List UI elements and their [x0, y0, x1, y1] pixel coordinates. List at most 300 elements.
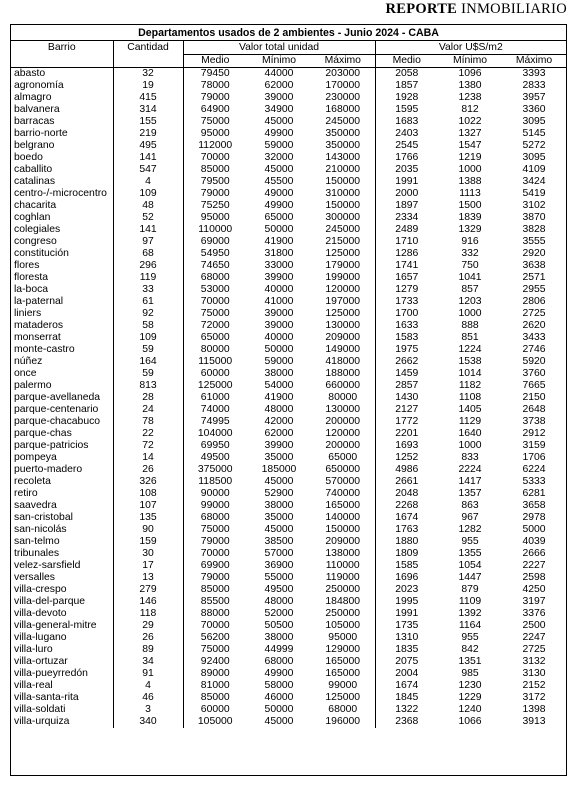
table-row: [11, 356, 566, 368]
cell-barrio: barrio-norte: [14, 128, 68, 139]
cell-total-medio: 80000: [183, 344, 247, 356]
cell-m2-medio: 1674: [375, 680, 438, 692]
table-row: [11, 296, 566, 308]
cell-cantidad: 164: [113, 356, 183, 368]
cell-total-medio: 69900: [183, 560, 247, 572]
cell-m2-maximo: 2571: [522, 272, 546, 283]
cell-total-minimo: 44000: [264, 68, 294, 79]
cell-barrio: boedo: [14, 152, 43, 163]
cell-m2-minimo: 1182: [458, 380, 482, 391]
cell-m2-maximo: 2247: [522, 632, 546, 643]
cell-cantidad: 17: [113, 560, 183, 572]
col-header-cantidad: Cantidad: [113, 41, 183, 55]
cell-total-maximo: 245000: [325, 224, 361, 235]
cell-total-maximo: 200000: [325, 440, 361, 451]
col-header-total-medio: Medio: [183, 55, 247, 68]
cell-cantidad: 107: [113, 500, 183, 512]
cell-total-maximo: 99000: [328, 680, 358, 691]
table-row: [11, 200, 566, 212]
cell-total-minimo: 55000: [264, 572, 294, 583]
cell-cantidad: 109: [113, 188, 183, 200]
cell-cantidad: 3: [113, 704, 183, 716]
cell-barrio: barracas: [14, 116, 55, 127]
cell-m2-maximo: 3870: [522, 212, 546, 223]
cell-barrio: catalinas: [14, 176, 56, 187]
cell-cantidad: 24: [113, 404, 183, 416]
cell-total-medio: 70000: [183, 620, 247, 632]
cell-total-medio: 69000: [183, 236, 247, 248]
cell-total-minimo: 54000: [264, 380, 294, 391]
cell-total-maximo: 199000: [325, 272, 361, 283]
cell-cantidad: 72: [113, 440, 183, 452]
cell-m2-medio: 1633: [375, 320, 438, 332]
cell-cantidad: 28: [113, 392, 183, 404]
cell-total-maximo: 125000: [325, 248, 361, 259]
cell-total-medio: 74000: [183, 404, 247, 416]
cell-m2-minimo: 857: [461, 284, 479, 295]
cell-barrio: san-telmo: [14, 536, 60, 547]
cell-m2-medio: 1991: [375, 176, 438, 188]
cell-cantidad: 29: [113, 620, 183, 632]
cell-m2-medio: 1674: [375, 512, 438, 524]
table-row: [11, 80, 566, 92]
cell-cantidad: 68: [113, 248, 183, 260]
cell-total-maximo: 140000: [325, 512, 361, 523]
cell-total-medio: 125000: [183, 380, 247, 392]
cell-total-minimo: 48000: [264, 404, 294, 415]
cell-barrio: recoleta: [14, 476, 51, 487]
cell-cantidad: 4: [113, 680, 183, 692]
cell-m2-minimo: 1096: [458, 68, 482, 79]
cell-m2-medio: 1657: [375, 272, 438, 284]
cell-total-maximo: 570000: [325, 476, 361, 487]
table-row: [11, 164, 566, 176]
cell-total-maximo: 168000: [325, 104, 361, 115]
cell-m2-medio: 1583: [375, 332, 438, 344]
cell-total-medio: 79000: [183, 536, 247, 548]
cell-m2-medio: 1809: [375, 548, 438, 560]
table-row: [11, 644, 566, 656]
table-row: [11, 224, 566, 236]
cell-m2-minimo: 1066: [458, 716, 482, 727]
cell-cantidad: 495: [113, 140, 183, 152]
cell-cantidad: 119: [113, 272, 183, 284]
cell-m2-minimo: 842: [461, 644, 479, 655]
cell-m2-medio: 2661: [375, 476, 438, 488]
group-header-total: Valor total unidad: [183, 41, 375, 55]
cell-total-maximo: 119000: [325, 572, 360, 583]
cell-total-maximo: 209000: [325, 536, 361, 547]
cell-m2-medio: 1880: [375, 536, 438, 548]
cell-total-minimo: 38000: [264, 632, 294, 643]
cell-cantidad: 141: [113, 152, 183, 164]
cell-barrio: villa-lugano: [14, 632, 67, 643]
table-row: [11, 668, 566, 680]
cell-total-minimo: 50000: [264, 344, 294, 355]
cell-total-minimo: 33000: [264, 260, 294, 271]
cell-barrio: puerto-madero: [14, 464, 83, 475]
cell-cantidad: 97: [113, 236, 183, 248]
cell-m2-minimo: 1238: [458, 92, 482, 103]
cell-barrio: versalles: [14, 572, 55, 583]
cell-barrio: parque-chacabuco: [14, 416, 101, 427]
cell-barrio: palermo: [14, 380, 52, 391]
cell-total-medio: 72000: [183, 320, 247, 332]
cell-m2-minimo: 1447: [458, 572, 482, 583]
cell-m2-medio: 2201: [375, 428, 438, 440]
cell-cantidad: 22: [113, 428, 183, 440]
cell-barrio: san-nicolás: [14, 524, 67, 535]
cell-m2-medio: 1683: [375, 116, 438, 128]
cell-total-medio: 79000: [183, 188, 247, 200]
cell-cantidad: 61: [113, 296, 183, 308]
table-body: [11, 68, 566, 729]
cell-total-medio: 112000: [183, 140, 247, 152]
cell-m2-maximo: 3828: [522, 224, 546, 235]
cell-cantidad: 4: [113, 176, 183, 188]
cell-m2-minimo: 1405: [458, 404, 482, 415]
col-header-total-maximo: Máximo: [311, 55, 375, 68]
cell-m2-maximo: 3132: [522, 656, 546, 667]
cell-cantidad: 58: [113, 320, 183, 332]
table-row: [11, 308, 566, 320]
cell-m2-medio: 1279: [375, 284, 438, 296]
cell-cantidad: 26: [113, 464, 183, 476]
table-row: [11, 548, 566, 560]
cell-total-medio: 60000: [183, 704, 247, 716]
cell-m2-maximo: 2806: [522, 296, 546, 307]
cell-total-medio: 75000: [183, 644, 247, 656]
cell-m2-medio: 2004: [375, 668, 438, 680]
cell-total-maximo: 230000: [325, 92, 361, 103]
cell-total-minimo: 35000: [264, 452, 294, 463]
cell-m2-medio: 1975: [375, 344, 438, 356]
cell-m2-medio: 2075: [375, 656, 438, 668]
cell-total-minimo: 59000: [264, 356, 294, 367]
cell-total-minimo: 31800: [264, 248, 294, 259]
cell-total-medio: 110000: [183, 224, 247, 236]
cell-total-minimo: 34900: [264, 104, 294, 115]
cell-m2-medio: 1857: [375, 80, 438, 92]
cell-m2-minimo: 916: [461, 236, 479, 247]
cell-m2-medio: 1733: [375, 296, 438, 308]
cell-total-minimo: 49900: [264, 668, 294, 679]
cell-total-maximo: 80000: [328, 392, 358, 403]
cell-m2-minimo: 1640: [458, 428, 482, 439]
cell-m2-minimo: 985: [461, 668, 479, 679]
cell-cantidad: 34: [113, 656, 183, 668]
cell-cantidad: 26: [113, 632, 183, 644]
table-row: [11, 176, 566, 188]
table-row: [11, 236, 566, 248]
cell-m2-medio: 1735: [375, 620, 438, 632]
cell-cantidad: 30: [113, 548, 183, 560]
cell-m2-maximo: 3376: [522, 608, 546, 619]
cell-m2-minimo: 1203: [458, 296, 482, 307]
cell-total-maximo: 138000: [325, 548, 361, 559]
col-header-barrio: Barrio: [47, 41, 76, 53]
cell-m2-minimo: 1113: [459, 188, 481, 199]
cell-m2-medio: 1696: [375, 572, 438, 584]
cell-cantidad: 33: [113, 284, 183, 296]
col-header-m2-maximo: Máximo: [502, 55, 566, 68]
cell-m2-maximo: 1398: [522, 704, 546, 715]
cell-cantidad: 141: [113, 224, 183, 236]
cell-m2-maximo: 3638: [522, 260, 546, 271]
cell-m2-minimo: 1041: [458, 272, 482, 283]
cell-cantidad: 314: [113, 104, 183, 116]
cell-total-minimo: 41900: [264, 392, 294, 403]
cell-total-medio: 99000: [183, 500, 247, 512]
table-row: [11, 392, 566, 404]
cell-m2-medio: 2545: [375, 140, 438, 152]
cell-m2-medio: 2368: [375, 716, 438, 728]
cell-m2-medio: 2048: [375, 488, 438, 500]
cell-total-minimo: 48000: [264, 596, 294, 607]
cell-m2-maximo: 3957: [522, 92, 546, 103]
cell-barrio: agronomía: [14, 80, 64, 91]
cell-m2-minimo: 851: [461, 332, 479, 343]
table-row: [11, 440, 566, 452]
cell-m2-maximo: 5000: [522, 524, 546, 535]
cell-total-maximo: 200000: [325, 416, 361, 427]
cell-m2-medio: 1991: [375, 608, 438, 620]
table-title: Departamentos usados de 2 ambientes - Junio 2024 - CABA: [11, 25, 566, 41]
cell-m2-medio: 1459: [375, 368, 438, 380]
table-row: [11, 560, 566, 572]
table-row: [11, 284, 566, 296]
cell-m2-medio: 2403: [375, 128, 438, 140]
cell-cantidad: 109: [113, 332, 183, 344]
cell-barrio: parque-chas: [14, 428, 72, 439]
cell-barrio: centro-/-microcentro: [14, 188, 107, 199]
cell-total-medio: 79000: [183, 572, 247, 584]
cell-total-medio: 49500: [183, 452, 247, 464]
cell-cantidad: 547: [113, 164, 183, 176]
cell-barrio: retiro: [14, 488, 38, 499]
cell-m2-minimo: 1014: [458, 368, 482, 379]
table-row: [11, 632, 566, 644]
brand-name-bold: REPORTE: [385, 1, 458, 17]
cell-total-maximo: 203000: [325, 68, 361, 79]
cell-total-minimo: 57000: [264, 548, 294, 559]
cell-total-minimo: 39900: [264, 272, 294, 283]
cell-total-minimo: 35000: [264, 512, 294, 523]
table-row: [11, 488, 566, 500]
cell-m2-maximo: 1706: [522, 452, 546, 463]
cell-barrio: once: [14, 368, 37, 379]
cell-m2-minimo: 1109: [458, 596, 482, 607]
cell-total-minimo: 42000: [264, 416, 294, 427]
cell-m2-maximo: 5333: [522, 476, 546, 487]
cell-m2-medio: 2268: [375, 500, 438, 512]
cell-cantidad: 326: [113, 476, 183, 488]
table-row: [11, 152, 566, 164]
cell-m2-maximo: 3658: [522, 500, 546, 511]
cell-cantidad: 32: [113, 68, 183, 81]
group-header-m2: Valor U$S/m2: [375, 41, 566, 55]
cell-m2-minimo: 1230: [458, 680, 482, 691]
cell-barrio: pompeya: [14, 452, 57, 463]
cell-m2-medio: 1766: [375, 152, 438, 164]
brand-name-light: INMOBILIARIO: [461, 1, 567, 17]
table-row: [11, 416, 566, 428]
cell-total-maximo: 660000: [325, 380, 361, 391]
table-row: [11, 608, 566, 620]
cell-barrio: coghlan: [14, 212, 51, 223]
table-row: [11, 212, 566, 224]
cell-total-minimo: 41000: [264, 296, 294, 307]
table-row: [11, 536, 566, 548]
table-row: [11, 476, 566, 488]
cell-total-medio: 85000: [183, 584, 247, 596]
cell-total-minimo: 59000: [264, 140, 294, 151]
table-row: [11, 428, 566, 440]
cell-m2-maximo: 7665: [522, 380, 546, 391]
cell-m2-medio: 1310: [375, 632, 438, 644]
cell-m2-minimo: 1839: [458, 212, 482, 223]
cell-total-maximo: 120000: [325, 428, 361, 439]
cell-m2-maximo: 5272: [522, 140, 546, 151]
cell-barrio: velez-sarsfield: [14, 560, 81, 571]
cell-m2-minimo: 1164: [458, 620, 482, 631]
cell-total-minimo: 39900: [264, 440, 294, 451]
cell-cantidad: 146: [113, 596, 183, 608]
cell-barrio: constitución: [14, 248, 69, 259]
cell-total-maximo: 130000: [325, 320, 361, 331]
cell-total-medio: 53000: [183, 284, 247, 296]
cell-total-medio: 85000: [183, 692, 247, 704]
cell-m2-medio: 1595: [375, 104, 438, 116]
cell-m2-medio: 1286: [375, 248, 438, 260]
cell-total-maximo: 250000: [325, 608, 361, 619]
table-row: [11, 464, 566, 476]
table-row: [11, 512, 566, 524]
cell-total-medio: 64900: [183, 104, 247, 116]
cell-m2-maximo: 2833: [522, 80, 546, 91]
cell-m2-maximo: 2920: [522, 248, 546, 259]
cell-total-minimo: 49900: [264, 128, 294, 139]
cell-total-minimo: 45000: [264, 116, 294, 127]
cell-total-maximo: 165000: [325, 668, 361, 679]
cell-m2-minimo: 1054: [458, 560, 482, 571]
cell-m2-maximo: 3095: [522, 152, 546, 163]
cell-total-maximo: 125000: [325, 692, 361, 703]
table-row: [11, 104, 566, 116]
cell-total-maximo: 215000: [325, 236, 361, 247]
cell-total-minimo: 32000: [264, 152, 294, 163]
col-header-m2-minimo: Mínimo: [438, 55, 502, 68]
cell-total-minimo: 52900: [264, 488, 294, 499]
cell-m2-maximo: 2725: [522, 308, 546, 319]
cell-total-medio: 61000: [183, 392, 247, 404]
cell-barrio: parque-avellaneda: [14, 392, 101, 403]
cell-total-medio: 85500: [183, 596, 247, 608]
table-row: [11, 704, 566, 716]
cell-m2-minimo: 1500: [458, 200, 482, 211]
cell-total-maximo: 150000: [325, 176, 361, 187]
cell-m2-maximo: 2648: [522, 404, 546, 415]
cell-total-minimo: 62000: [264, 428, 294, 439]
table-row: [11, 320, 566, 332]
cell-barrio: villa-devoto: [14, 608, 67, 619]
cell-cantidad: 155: [113, 116, 183, 128]
cell-m2-minimo: 1417: [458, 476, 482, 487]
cell-barrio: parque-centenario: [14, 404, 99, 415]
cell-cantidad: 48: [113, 200, 183, 212]
cell-m2-maximo: 2500: [522, 620, 546, 631]
cell-barrio: chacarita: [14, 200, 57, 211]
cell-total-minimo: 185000: [261, 464, 297, 475]
col-header-barrio-spacer: [11, 55, 113, 68]
cell-m2-medio: 2489: [375, 224, 438, 236]
cell-total-medio: 75000: [183, 308, 247, 320]
cell-m2-medio: 1430: [375, 392, 438, 404]
cell-barrio: villa-real: [14, 680, 53, 691]
cell-cantidad: 13: [113, 572, 183, 584]
cell-m2-maximo: 2152: [522, 680, 546, 691]
cell-barrio: liniers: [14, 308, 42, 319]
cell-m2-maximo: 5419: [522, 188, 546, 199]
cell-total-medio: 79450: [183, 68, 247, 81]
cell-m2-maximo: 2620: [522, 320, 546, 331]
cell-m2-minimo: 812: [461, 104, 479, 115]
cell-m2-maximo: 2150: [522, 392, 546, 403]
cell-m2-medio: 1995: [375, 596, 438, 608]
brand-logo: [385, 1, 567, 18]
cell-total-medio: 75000: [183, 524, 247, 536]
table-row: [11, 140, 566, 152]
cell-total-medio: 375000: [183, 464, 247, 476]
cell-total-medio: 60000: [183, 368, 247, 380]
cell-total-medio: 69950: [183, 440, 247, 452]
cell-total-minimo: 41900: [264, 236, 294, 247]
cell-barrio: floresta: [14, 272, 49, 283]
cell-total-medio: 95000: [183, 128, 247, 140]
cell-barrio: villa-general-mitre: [14, 620, 97, 631]
table-row: [11, 260, 566, 272]
cell-total-maximo: 197000: [325, 296, 361, 307]
cell-cantidad: 340: [113, 716, 183, 728]
cell-m2-medio: 2000: [375, 188, 438, 200]
cell-total-maximo: 95000: [328, 632, 358, 643]
cell-total-medio: 68000: [183, 272, 247, 284]
cell-total-maximo: 300000: [325, 212, 361, 223]
table-row: [11, 656, 566, 668]
cell-m2-maximo: 3095: [522, 116, 546, 127]
cell-m2-maximo: 3555: [522, 236, 546, 247]
col-header-cantidad-spacer: [113, 55, 183, 68]
cell-total-minimo: 39000: [264, 320, 294, 331]
cell-m2-medio: 2334: [375, 212, 438, 224]
cell-barrio: almagro: [14, 92, 52, 103]
cell-m2-minimo: 1357: [458, 488, 482, 499]
cell-total-minimo: 38000: [264, 500, 294, 511]
cell-m2-minimo: 1240: [458, 704, 482, 715]
cell-m2-maximo: 3738: [522, 416, 546, 427]
cell-m2-medio: 4986: [375, 464, 438, 476]
cell-barrio: caballito: [14, 164, 53, 175]
cell-barrio: villa-del-parque: [14, 596, 86, 607]
cell-m2-maximo: 4109: [522, 164, 546, 175]
cell-total-minimo: 45000: [264, 164, 294, 175]
cell-total-minimo: 36900: [264, 560, 294, 571]
price-table-container: [10, 24, 567, 776]
cell-m2-minimo: 1327: [458, 128, 482, 139]
cell-m2-medio: 1763: [375, 524, 438, 536]
cell-m2-medio: 1845: [375, 692, 438, 704]
cell-m2-maximo: 6224: [522, 464, 546, 475]
